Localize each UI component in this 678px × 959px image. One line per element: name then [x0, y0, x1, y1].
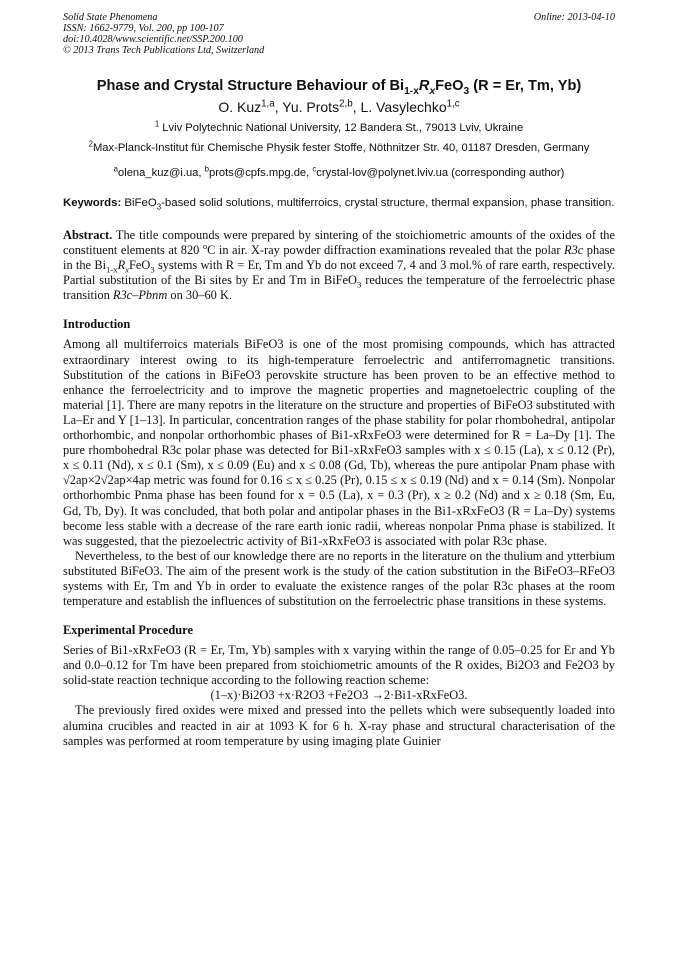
- title-feo: FeO: [435, 78, 464, 94]
- email-b-sup: b: [204, 164, 209, 174]
- affil-1-num: 1: [154, 119, 160, 129]
- email-a-sup: a: [113, 164, 118, 174]
- journal-header: [63, 12, 615, 56]
- affil-2-num: 2: [88, 139, 93, 149]
- doi-line: doi:10.4028/www.scientific.net/SSP.200.100: [63, 34, 243, 45]
- affiliation-1: [63, 121, 615, 136]
- section-heading-introduction: Introduction: [63, 317, 131, 332]
- title-sub-x: x: [429, 85, 436, 97]
- title-sub: 1-x: [404, 85, 419, 97]
- degree-sup: o: [202, 240, 208, 251]
- keywords-label: Keywords:: [63, 197, 122, 209]
- author-3: , L. Vasylechko: [352, 99, 447, 115]
- copyright-line: © 2013 Trans Tech Publications Ltd, Switzerland: [63, 45, 265, 56]
- journal-name: Solid State Phenomena: [63, 12, 158, 23]
- author-1-sup: 1,a: [261, 98, 275, 110]
- keywords-text-1: BiFeO: [121, 197, 157, 209]
- author-2: , Yu. Prots: [274, 99, 340, 115]
- abstract-text: phase in the Bi: [63, 243, 615, 273]
- email-3[interactable]: crystal-lov@polynet.lviv.ua (corresponding author): [316, 167, 565, 179]
- keywords-sub: 3: [156, 202, 162, 212]
- abstract-text: FeO: [129, 258, 151, 273]
- formula-sub-x: x: [125, 264, 129, 275]
- keywords: [63, 196, 615, 211]
- title-sub-3: 3: [463, 85, 470, 97]
- abstract-text: on 30–60 K.: [167, 288, 232, 303]
- experimental-paragraph-2: The previously fired oxides were mixed and pressed into the pellets which were subsequently loaded into alumina crucibles and reacted in air at 1093 K for 6 h. X-ray phase and structural characterisation of the samples was performed at room temperature by using imaging plate Guinier: [63, 703, 615, 748]
- email-1[interactable]: olena_kuz@i.ua,: [118, 167, 205, 179]
- formula-r: R: [117, 258, 126, 273]
- title-text: Phase and Crystal Structure Behaviour of Bi: [96, 78, 405, 94]
- issn-line: ISSN: 1662-9779, Vol. 200, pp 100-107: [63, 23, 224, 34]
- abstract-text: The title compounds were prepared by sintering of the stoichiometric amounts of the oxides of the constituent elements at 820: [63, 228, 615, 258]
- paper-page: [63, 12, 615, 749]
- paper-title: [63, 77, 615, 95]
- email-line: [63, 166, 615, 180]
- email-c-sup: c: [312, 164, 317, 174]
- title-r: R: [418, 78, 430, 94]
- formula-sub-3: 3: [356, 279, 362, 290]
- author-1: O. Kuz: [218, 99, 262, 115]
- abstract-label: Abstract.: [63, 228, 113, 242]
- affiliation-2: [63, 141, 615, 156]
- keywords-text-2: -based solid solutions, multiferroics, crystal structure, thermal expansion, phase transition.: [161, 197, 615, 209]
- abstract-text: C in air. X-ray powder diffraction examinations revealed that the polar: [207, 243, 565, 258]
- affil-1-text: Lviv Polytechnic National University, 12 Bandera St., 79013 Lviv, Ukraine: [159, 122, 524, 134]
- intro-paragraph-2: Nevertheless, to the best of our knowledge there are no reports in the literature on the thulium and ytterbium substituted BiFeO3. The aim of the present work is the study of the cation substitution in the BiFeO3–RFeO3 systems with Er, Tm and Yb in order to evaluate the existence ranges of the polar R3c phases at the room temperature and establish the influences of substitution on the ferroelectric phase transitions in these systems.: [63, 548, 615, 609]
- online-date: Online: 2013-04-10: [533, 12, 615, 23]
- author-list: [63, 98, 615, 116]
- formula-sub-3: 3: [150, 264, 155, 275]
- abstract-text: reduces the temperature of the ferroelectric phase transition: [63, 273, 615, 303]
- abstract: [63, 228, 615, 303]
- author-3-sup: 1,c: [446, 98, 460, 110]
- intro-paragraph-1: Among all multiferroics materials BiFeO3 is one of the most promising compounds, which has attracted extraordinary interest owing to its high-temperature ferroelectric and antiferromagnetic transitions. Substitution of the cations in BiFeO3 perovskite structure has been proven to be an effective method to enhance the ferroelectricity and to improve the magnetic properties and magnetoelectric coupling of the material [1]. There are many repotrs in the literature on the structure and properties of BiFeO3 substituted with La–Er and Y [1–13]. In particular, concentration ranges of the phase stability for polar rhombohedral, antipolar orthorhombic, and nonpolar orthorhombic phases of Bi1-xRxFeO3 were determined for R = La–Dy [1]. The pure rhombohedral R3c polar phase was detected for Bi1-xRxFeO3 samples with x ≤ 0.15 (La), x ≤ 0.12 (Pr), x ≤ 0.11 (Nd), x ≤ 0.1 (Sm), x ≤ 0.09 (Eu) and x ≤ 0.08 (Gd, Tb), whereas the pure antipolar Pnam phase with √2ap×2√2ap×4ap metric was found for 0.16 ≤ x ≤ 0.25 (Pr), 0.15 ≤ x ≤ 0.19 (Nd) and x = 0.14 (Sm). Nonpolar orthorhombic Pnma phase has been found for x = 0.5 (La), x = 0.3 (Pr), x ≥ 0.2 (Nd) and x ≥ 0.18 (Sm, Eu, Gd, Tb, Dy). It was concluded, that both polar and antipolar phases in the Bi1-xRxFeO3 (R = La–Dy) systems become less stable with a decrease of the rare earth ionic radii, whereas nonpolar Pnma phase is stabilized. It was suggested, that the piezoelectric activity of Bi1-xRxFeO3 is associated with polar R3c phase.: [63, 337, 615, 548]
- affil-2-text: Max-Planck-Institut für Chemische Physik fester Stoffe, Nöthnitzer Str. 40, 01187 Dresden, Germany: [92, 142, 590, 154]
- email-2[interactable]: prots@cpfs.mpg.de,: [208, 167, 313, 179]
- abstract-text: systems with R = Er, Tm and Yb do not exceed 7, 4 and 3 mol.% of rare earth, respectively. Partial substitution of the Bi sites by Er and Tm in BiFeO: [63, 258, 615, 288]
- space-group: R3c: [564, 243, 584, 258]
- reaction-equation: (1–x)·Bi2O3 +x·R2O3 +Fe2O3 →2·Bi1-xRxFeO3.: [210, 688, 468, 703]
- formula-sub: 1-x: [106, 264, 118, 275]
- author-2-sup: 2,b: [339, 98, 353, 110]
- experimental-paragraph-1: Series of Bi1-xRxFeO3 (R = Er, Tm, Yb) samples with x varying within the range of 0.05–0.25 for Er and Yb and 0.0–0.12 for Tm have been prepared from stoichiometric amounts of the R oxides, Bi2O3 and Fe2O3 by solid-state reaction technique according to the following reaction scheme:: [63, 643, 615, 688]
- title-rest: (R = Er, Tm, Yb): [469, 78, 582, 94]
- phase-transition: R3c–Pbnm: [112, 288, 168, 303]
- section-heading-experimental: Experimental Procedure: [63, 623, 193, 638]
